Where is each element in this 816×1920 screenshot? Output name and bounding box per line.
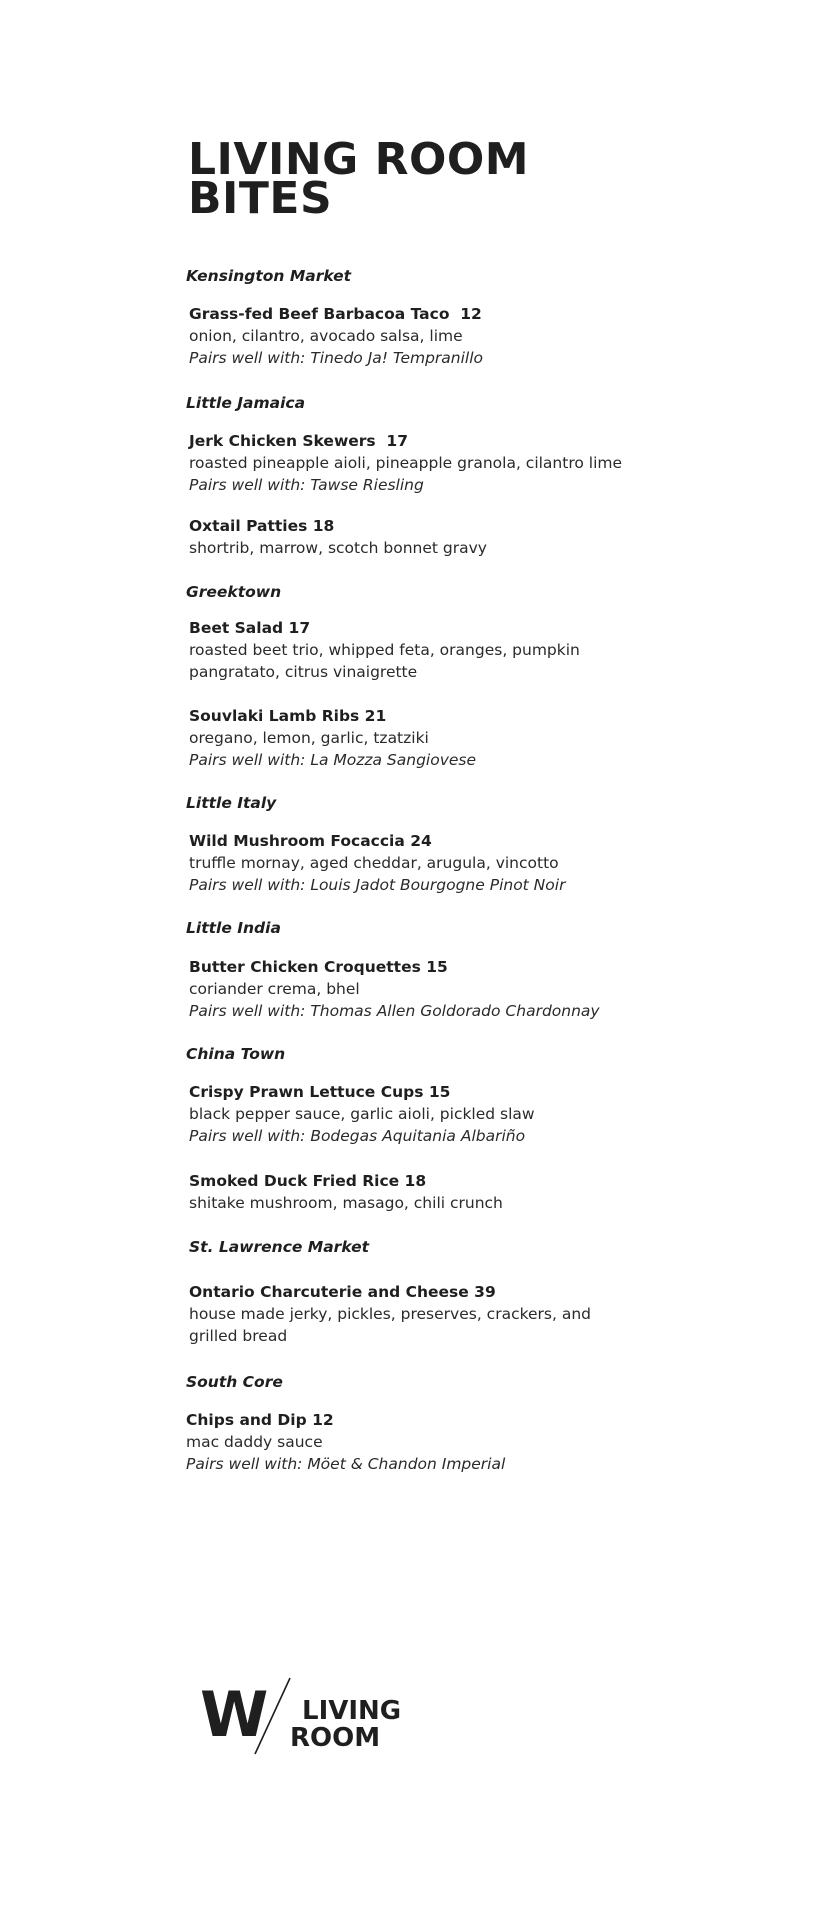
item-name: Oxtail Patties 18 [189, 517, 335, 535]
item-name: Ontario Charcuterie and Cheese 39 [189, 1283, 496, 1301]
menu-item-oxtail-patties [189, 515, 659, 559]
item-description: shortrib, marrow, scotch bonnet gravy [189, 539, 487, 557]
logo-line-2: ROOM [290, 1723, 381, 1753]
item-description: roasted pineapple aioli, pineapple granola, cilantro lime [189, 454, 623, 472]
item-description: coriander crema, bhel [189, 980, 360, 998]
section-little-italy [186, 793, 686, 813]
item-name: Jerk Chicken Skewers 17 [189, 432, 409, 450]
section-little-jamaica [186, 393, 686, 413]
menu-item-barbacoa-taco [189, 303, 659, 369]
item-pairing: Pairs well with: Louis Jadot Bourgogne Pinot Noir [189, 876, 566, 894]
item-name: Crispy Prawn Lettuce Cups 15 [189, 1083, 451, 1101]
menu-item-ontario-charcuterie [189, 1281, 659, 1347]
item-pairing: Pairs well with: Möet & Chandon Imperial [186, 1455, 506, 1473]
page-title [188, 134, 530, 224]
item-pairing: Pairs well with: La Mozza Sangiovese [189, 751, 477, 769]
menu-item-crispy-prawn-lettuce-cups [189, 1081, 659, 1147]
item-description: black pepper sauce, garlic aioli, pickled slaw [189, 1105, 535, 1123]
item-description: onion, cilantro, avocado salsa, lime [189, 327, 463, 345]
item-name: Souvlaki Lamb Ribs 21 [189, 707, 387, 725]
item-pairing: Pairs well with: Bodegas Aquitania Albariño [189, 1127, 526, 1145]
section-title: China Town [186, 1045, 286, 1063]
section-title: South Core [186, 1373, 283, 1391]
section-little-india [186, 918, 686, 938]
section-title: St. Lawrence Market [189, 1238, 370, 1256]
w-living-room-logo [200, 1676, 420, 1760]
item-description: mac daddy sauce [186, 1433, 323, 1451]
menu-item-souvlaki-lamb-ribs [189, 705, 659, 771]
menu-item-butter-chicken-croquettes [189, 956, 659, 1022]
item-name: Wild Mushroom Focaccia 24 [189, 832, 432, 850]
page-title-line-2: BITES [188, 173, 333, 224]
page-title-line-1: LIVING ROOM [188, 134, 530, 185]
item-description: oregano, lemon, garlic, tzatziki [189, 729, 429, 747]
menu-item-wild-mushroom-focaccia [189, 830, 659, 896]
item-description: truffle mornay, aged cheddar, arugula, vincotto [189, 854, 559, 872]
section-st-lawrence-market [186, 1237, 686, 1257]
item-pairing: Pairs well with: Tinedo Ja! Tempranillo [189, 349, 484, 367]
section-china-town [186, 1044, 686, 1064]
item-pairing: Pairs well with: Tawse Riesling [189, 476, 424, 494]
section-kensington-market [186, 266, 686, 286]
menu-item-chips-and-dip [186, 1409, 656, 1475]
section-title: Kensington Market [186, 267, 352, 285]
menu-item-beet-salad [189, 617, 659, 683]
logo-line-1: LIVING [302, 1696, 402, 1726]
item-name: Smoked Duck Fried Rice 18 [189, 1172, 427, 1190]
item-description: roasted beet trio, whipped feta, oranges, pumpkin pangratato, citrus vinaigrette [189, 641, 580, 681]
section-title: Little Jamaica [186, 394, 306, 412]
section-greektown [186, 582, 686, 602]
section-south-core [186, 1372, 686, 1392]
menu-item-smoked-duck-fried-rice [189, 1170, 659, 1214]
item-name: Beet Salad 17 [189, 619, 311, 637]
item-name: Grass-fed Beef Barbacoa Taco 12 [189, 305, 482, 323]
item-pairing: Pairs well with: Thomas Allen Goldorado Chardonnay [189, 1002, 600, 1020]
section-title: Little Italy [186, 794, 277, 812]
menu-item-jerk-chicken-skewers [189, 430, 659, 496]
section-title: Little India [186, 919, 281, 937]
section-title: Greektown [186, 583, 282, 601]
item-description: house made jerky, pickles, preserves, crackers, and grilled bread [189, 1305, 592, 1345]
item-name: Chips and Dip 12 [186, 1411, 334, 1429]
logo-w-letter: W [200, 1678, 269, 1751]
item-name: Butter Chicken Croquettes 15 [189, 958, 448, 976]
item-description: shitake mushroom, masago, chili crunch [189, 1194, 503, 1212]
